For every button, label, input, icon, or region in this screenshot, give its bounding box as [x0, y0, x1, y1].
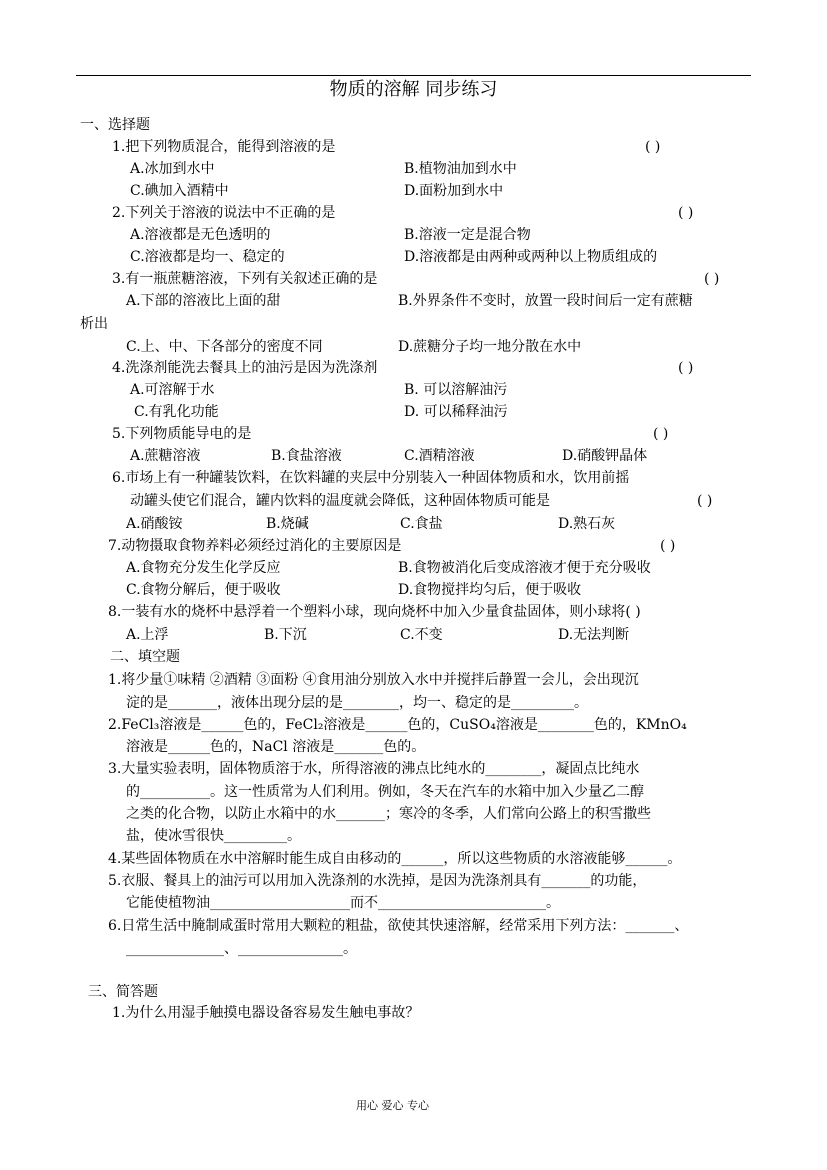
q4-answer-paren: ( )	[678, 360, 694, 376]
q1-option-b: B.植物油加到水中	[404, 161, 517, 177]
q2-option-a: A.溶液都是无色透明的	[130, 227, 271, 243]
section-heading-choice: 一、选择题	[80, 117, 150, 133]
q5-option-d: D.硝酸钾晶体	[562, 448, 648, 464]
f3-line2: 的__________。这一性质常为人们利用。例如，冬天在汽车的水箱中加入少量乙二醇	[126, 784, 644, 800]
q3-answer-paren: ( )	[704, 271, 720, 287]
q5-stem: 5.下列物质能导电的是	[112, 426, 252, 442]
q6-stem-line1: 6.市场上有一种罐装饮料，在饮料罐的夹层中分别装入一种固体物质和水，饮用前摇	[112, 470, 630, 486]
q8-option-b: B.下沉	[264, 627, 307, 643]
q8-option-c: C.不变	[400, 627, 443, 643]
q7-stem: 7.动物摄取食物养料必须经过消化的主要原因是	[108, 538, 402, 554]
f2-line2: 溶液是______色的，NaCl 溶液是_______色的。	[126, 739, 426, 755]
q6-option-b: B.烧碱	[266, 516, 309, 532]
f3-line3: 之类的化合物，以防止水箱中的水_______；寒冷的冬季，人们常向公路上的积雪撒些	[126, 806, 651, 822]
page-title: 物质的溶解 同步练习	[329, 79, 498, 100]
q7-option-b: B.食物被消化后变成溶液才便于充分吸收	[398, 560, 651, 576]
q1-option-a: A.冰加到水中	[130, 161, 215, 177]
f5-line1: 5.衣服、餐具上的油污可以用加入洗涤剂的水洗掉，是因为洗涤剂具有_______的功能，	[108, 873, 647, 889]
header-rule	[76, 75, 751, 76]
q8-stem: 8.一装有水的烧杯中悬浮着一个塑料小球，现向烧杯中加入少量食盐固体，则小球将( )	[108, 604, 641, 620]
f2-line1: 2.FeCl₃溶液是______色的，FeCl₂溶液是______色的，CuSO₄溶液是________色的，KMnO₄	[108, 717, 687, 733]
q3-option-b-cont: 析出	[80, 316, 108, 332]
q4-stem: 4.洗涤剂能洗去餐具上的油污是因为洗涤剂	[112, 360, 378, 376]
q5-option-c: C.酒精溶液	[404, 448, 475, 464]
q6-option-d: D.熟石灰	[558, 516, 616, 532]
section-heading-short-answer: 三、简答题	[88, 984, 158, 1000]
section-heading-fill: 二、填空题	[110, 649, 180, 665]
q2-option-c: C.溶液都是均一、稳定的	[130, 249, 285, 265]
q2-option-b: B.溶液一定是混合物	[404, 227, 531, 243]
f3-line4: 盐，使冰雪很快_________。	[126, 828, 301, 844]
q4-option-d: D. 可以稀释油污	[404, 404, 508, 420]
f6-line2: ______________、_______________。	[126, 941, 357, 957]
q6-option-c: C.食盐	[400, 516, 443, 532]
sa-q1: 1.为什么用湿手触摸电器设备容易发生触电事故？	[112, 1005, 420, 1021]
q1-stem: 1.把下列物质混合，能得到溶液的是	[112, 139, 336, 155]
q7-option-a: A.食物充分发生化学反应	[126, 560, 281, 576]
q3-option-b: B.外界条件不变时，放置一段时间后一定有蔗糖	[398, 293, 693, 309]
q7-answer-paren: ( )	[660, 538, 676, 554]
q1-option-c: C.碘加入酒精中	[130, 183, 229, 199]
f5-line2: 它能使植物油____________________而不________________________。	[126, 895, 560, 911]
q1-option-d: D.面粉加到水中	[404, 183, 504, 199]
q2-option-d: D.溶液都是由两种或两种以上物质组成的	[404, 249, 658, 265]
q1-answer-paren: ( )	[645, 139, 661, 155]
q3-option-c: C.上、中、下各部分的密度不同	[126, 339, 323, 355]
q6-option-a: A.硝酸铵	[126, 516, 183, 532]
q6-stem-line2: 动罐头使它们混合，罐内饮料的温度就会降低，这种固体物质可能是	[130, 493, 550, 509]
q7-option-d: D.食物搅拌均匀后，便于吸收	[398, 582, 582, 598]
f1-line2: 淀的是_______，液体出现分层的是________，均一、稳定的是_________。	[126, 695, 588, 711]
page-footer: 用心 爱心 专心	[356, 1099, 429, 1112]
q3-option-d: D.蔗糖分子均一地分散在水中	[398, 339, 582, 355]
q5-option-a: A.蔗糖溶液	[130, 448, 201, 464]
q3-option-a: A.下部的溶液比上面的甜	[126, 293, 281, 309]
q7-option-c: C.食物分解后，便于吸收	[126, 582, 281, 598]
q6-answer-paren: ( )	[697, 493, 713, 509]
q4-option-c: C.有乳化功能	[134, 404, 219, 420]
q5-answer-paren: ( )	[653, 426, 669, 442]
f4-line1: 4.某些固体物质在水中溶解时能生成自由移动的______，所以这些物质的水溶液能够______。	[108, 851, 682, 867]
f1-line1: 1.将少量①味精 ②酒精 ③面粉 ④食用油分别放入水中并搅拌后静置一会儿，会出现沉	[108, 672, 639, 688]
q4-option-b: B. 可以溶解油污	[404, 382, 508, 398]
q3-stem: 3.有一瓶蔗糖溶液，下列有关叙述正确的是	[112, 271, 378, 287]
q5-option-b: B.食盐溶液	[271, 448, 342, 464]
f3-line1: 3.大量实验表明，固体物质溶于水，所得溶液的沸点比纯水的________，凝固点比纯水	[108, 761, 640, 777]
f6-line1: 6.日常生活中腌制咸蛋时常用大颗粒的粗盐，欲使其快速溶解，经常采用下列方法：_______、	[108, 918, 689, 934]
q2-stem: 2.下列关于溶液的说法中不正确的是	[112, 205, 336, 221]
q8-option-d: D.无法判断	[558, 627, 630, 643]
q4-option-a: A.可溶解于水	[130, 382, 215, 398]
q2-answer-paren: ( )	[678, 205, 694, 221]
q8-option-a: A.上浮	[126, 627, 169, 643]
